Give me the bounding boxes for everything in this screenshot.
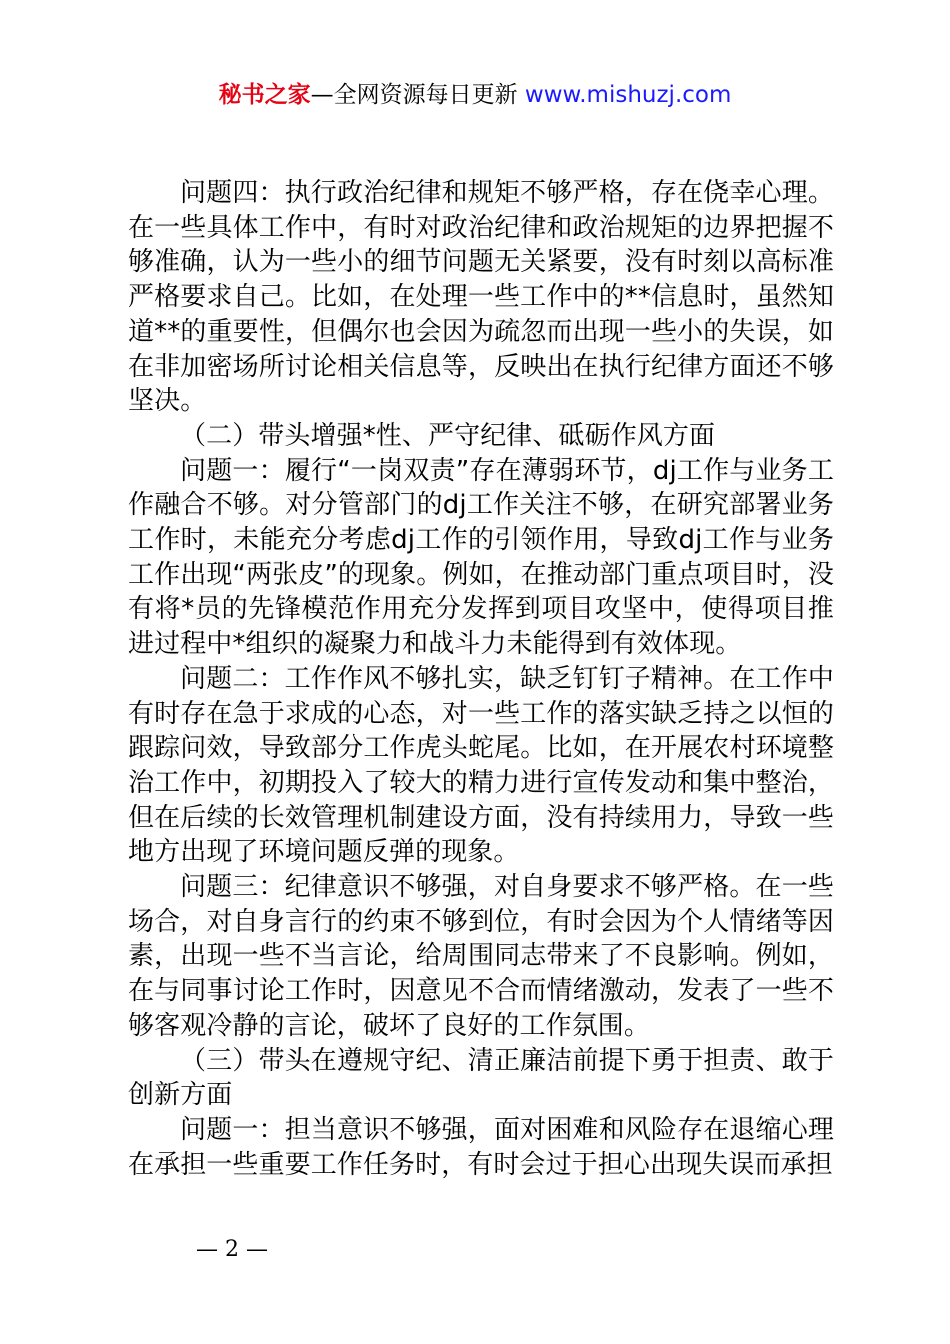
site-tagline: —全网资源每日更新 xyxy=(310,82,525,108)
paragraph-issue-four: 问题四：执行政治纪律和规矩不够严格，存在侥幸心理。在一些具体工作中，有时对政治纪律和政治规矩的边界把握不够准确，认为一些小的细节问题无关紧要，没有时刻以高标准严格要求自己。比如，在处理一些工作中的**信息时，虽然知道**的重要性，但偶尔也会因为疏忽而出现一些小的失误，如在非加密场所讨论相关信息等，反映出在执行纪律方面还不够坚决。 xyxy=(128,178,834,417)
document-body xyxy=(128,176,834,1182)
paragraph-issue-one: 问题一：履行“一岗双责”存在薄弱环节，dj工作与业务工作融合不够。对分管部门的dj工作关注不够，在研究部署业务工作时，未能充分考虑dj工作的引领作用，导致dj工作与业务工作出现“两张皮”的现象。例如，在推动部门重点项目时，没有将*员的先锋模范作用充分发挥到项目攻坚中，使得项目推进过程中*组织的凝聚力和战斗力未能得到有效体现。 xyxy=(128,455,834,660)
section-heading-two: （二）带头增强*性、严守纪律、砥砺作风方面 xyxy=(180,420,716,451)
paragraph-issue-three: 问题三：纪律意识不够强，对自身要求不够严格。在一些场合，对自身言行的约束不够到位，有时会因为个人情绪等因素，出现一些不当言论，给周围同志带来了不良影响。例如，在与同事讨论工作时，因意见不合而情绪激动，发表了一些不够客观冷静的言论，破坏了良好的工作氛围。 xyxy=(128,872,834,1041)
site-brand: 秘书之家 xyxy=(218,82,311,108)
paragraph-issue-two: 问题二：工作作风不够扎实，缺乏钉钉子精神。在工作中有时存在急于求成的心态，对一些工作的落实缺乏持之以恒的跟踪问效，导致部分工作虎头蛇尾。比如，在开展农村环境整治工作中，初期投入了较大的精力进行宣传发动和集中整治，但在后续的长效管理机制建设方面，没有持续用力，导致一些地方出现了环境问题反弹的现象。 xyxy=(128,663,834,868)
page-number: — 2 — xyxy=(196,1237,268,1262)
site-url-link[interactable]: www.mishuzj.com xyxy=(524,82,732,108)
paragraph-issue-one-b: 问题一：担当意识不够强，面对困难和风险存在退缩心理在承担一些重要工作任务时，有时会过于担心出现失误而承担 xyxy=(128,1114,834,1180)
site-header xyxy=(0,80,950,110)
section-heading-three: （三）带头在遵规守纪、清正廉洁前提下勇于担责、敢于创新方面 xyxy=(128,1045,834,1111)
